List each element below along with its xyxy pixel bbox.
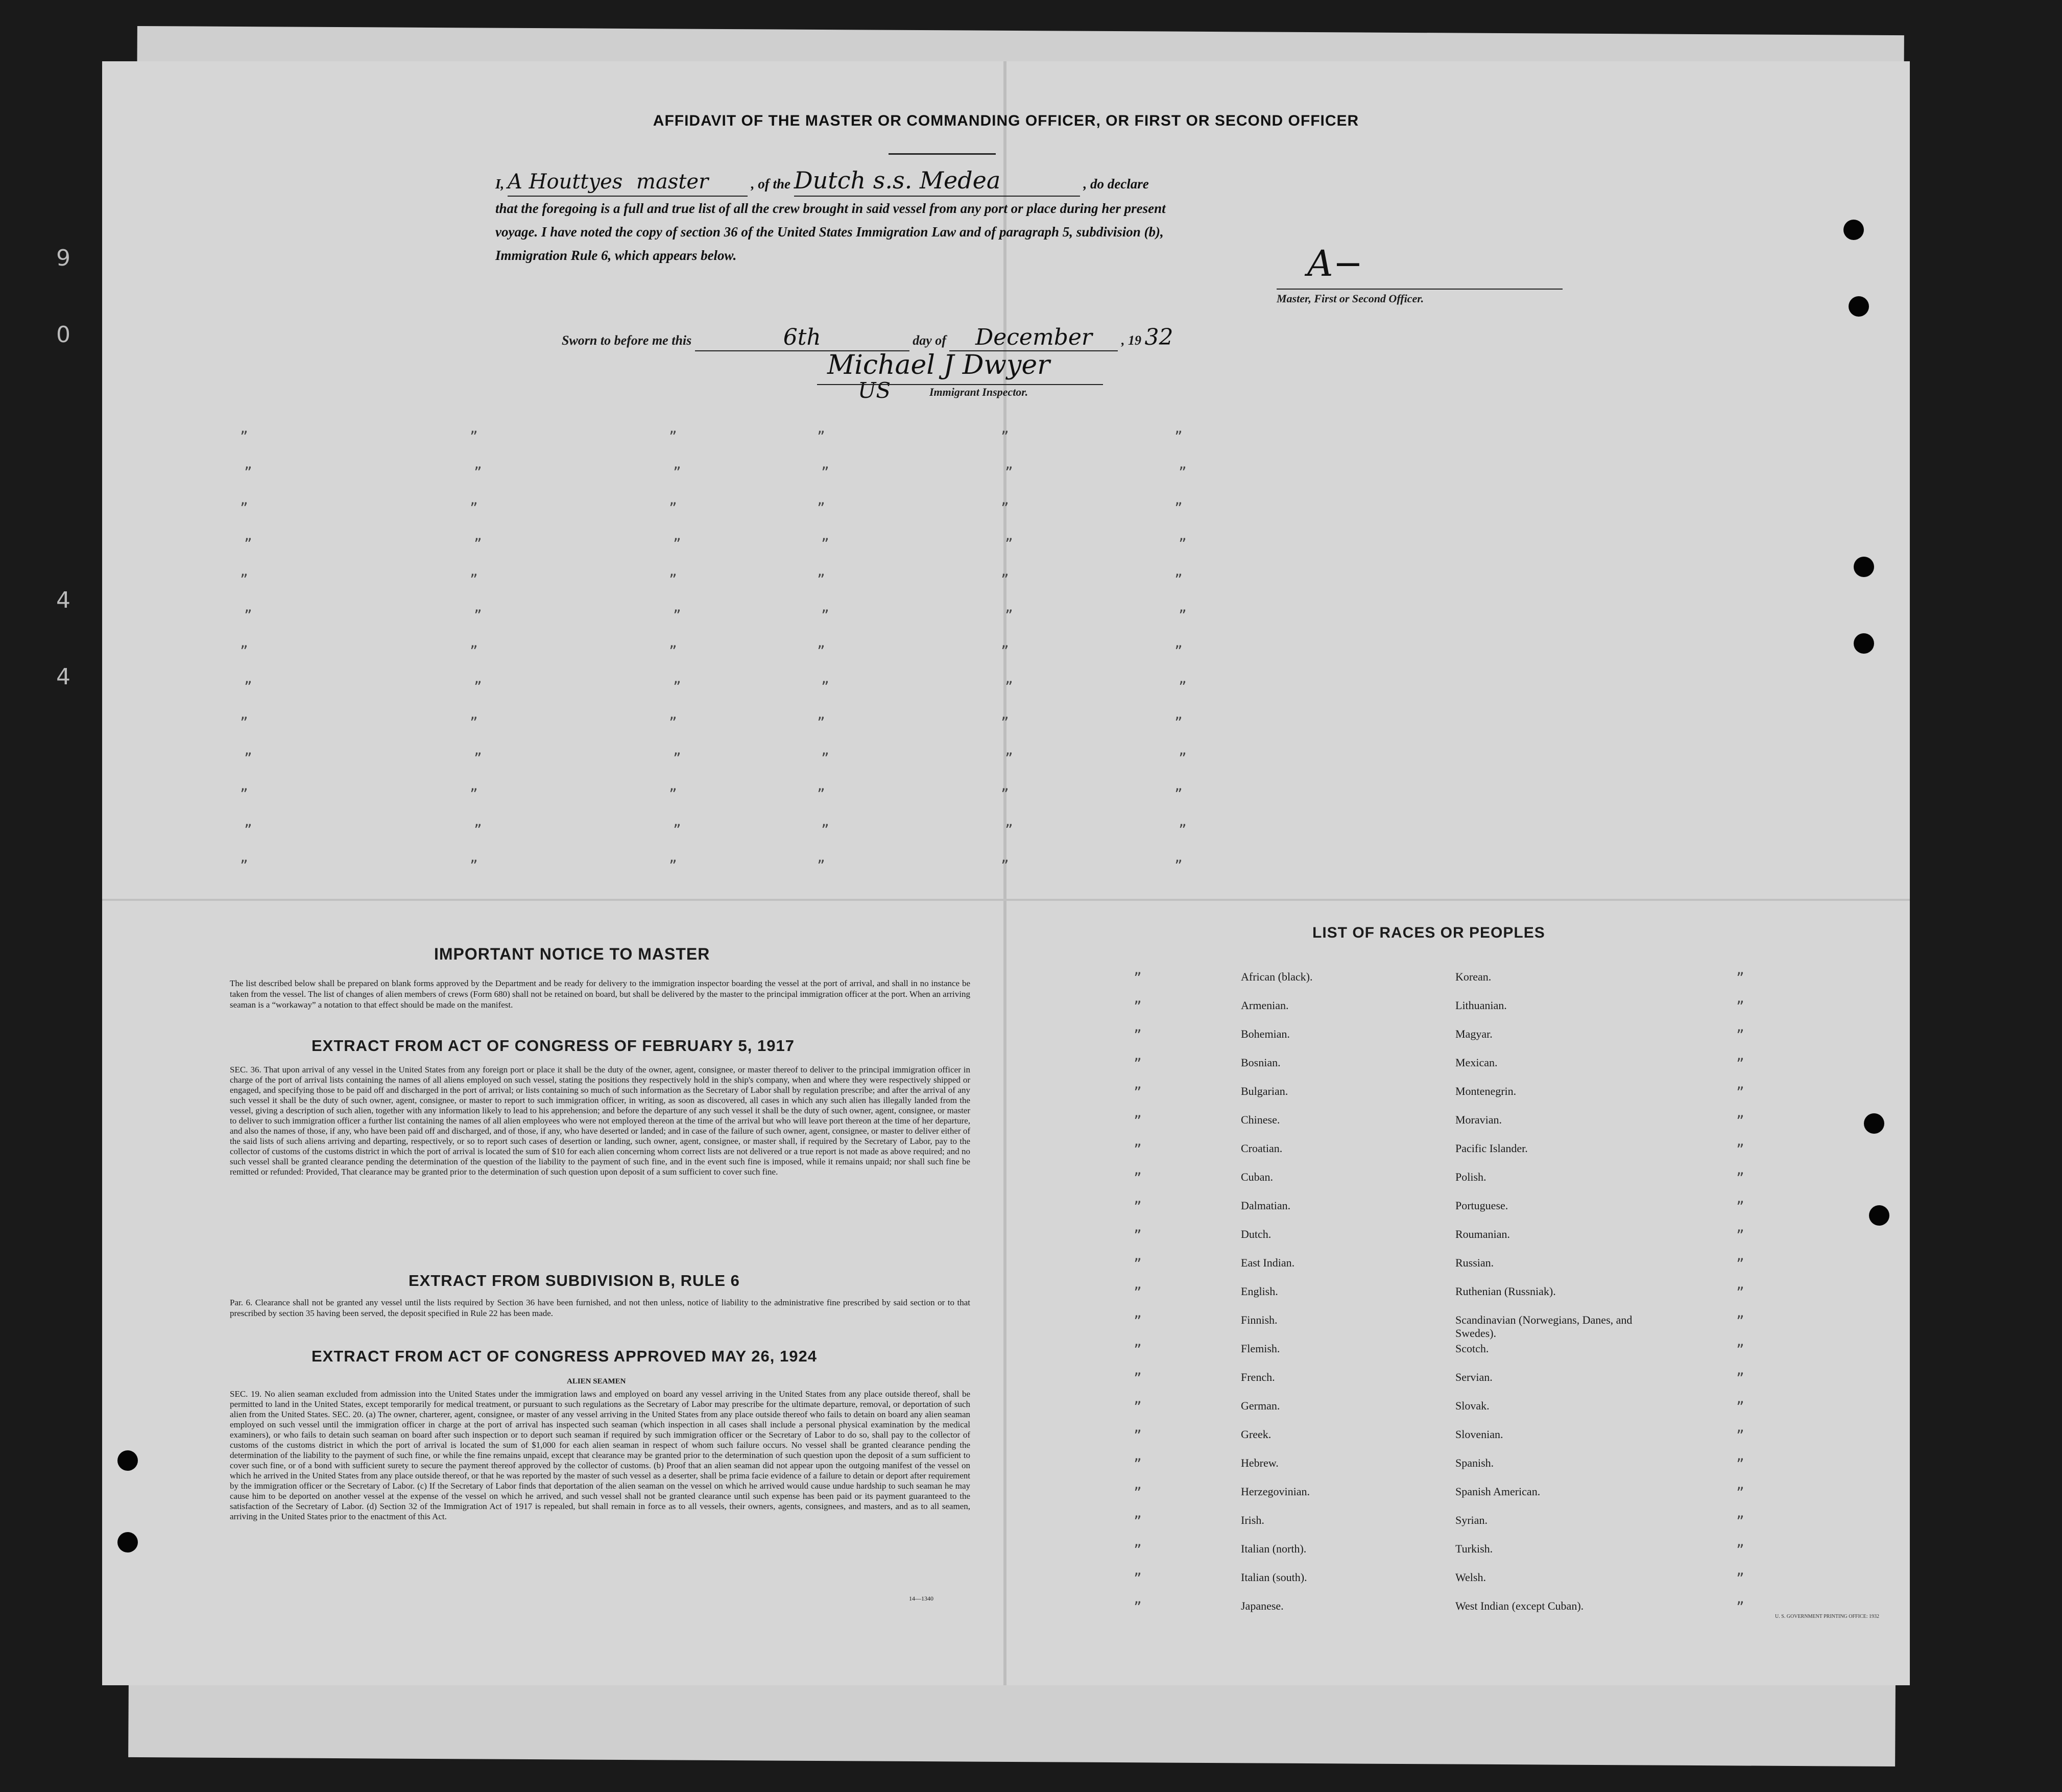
ditto-mark: ” — [1736, 1514, 1744, 1529]
ditto-mark: ” — [1001, 500, 1009, 516]
ditto-mark: ” — [240, 429, 248, 444]
year-handwritten: 32 — [1144, 324, 1173, 350]
extract-rule6-text: Par. 6. Clearance shall not be granted any vessel until the lists required by Section 36 have been furnished, and not then unless, notice of liability to the administrative fine prescribed by said section or to that prescribed by section 35 having been served, the deposit specified in Rule 22 has been made. — [230, 1298, 970, 1318]
race-item: African (black). — [1241, 970, 1313, 983]
race-item: Italian (south). — [1241, 1571, 1307, 1584]
ditto-mark: ” — [474, 465, 482, 480]
race-item: Dutch. — [1241, 1228, 1272, 1240]
extract-1917-text: SEC. 36. That upon arrival of any vessel in the United States from any foreign port or place it shall be the duty of the owner, agent, consignee, or master thereof to deliver to the principal immigration officer in charge of the port of arrival lists containing the names of all aliens employed on such vessel, stating the positions they respectively hold in the ship's company, when and where they were respectively shipped or engaged, and specifying those to be paid off and discharged in the port of arrival; or lists containing so much of such information as the Secretary of Labor shall by regulation prescribe; and after the arrival of any such vessel it shall be the duty of such owner, agent, consignee, or master to report to such immigration officer, in writing, as soon as discovered, all cases in which any such alien has illegally landed from the vessel, giving a description of such alien, together with any information likely to lead to his apprehension; and before the departure of any such vessel it shall be the duty of such owner, agent, consignee, or master to deliver to such immigration officer a further list containing the names of all alien employees who were not employed thereon at the time of the arrival but who will leave port thereon at the time of her departure, and also the names of those, if any, who have been paid off and discharged, and of those, if any, who have deserted or landed; and in case of the failure of such owner, agent, consignee, or master to deliver either of the said lists of such aliens arriving and departing, respectively, or so to report such cases of desertion or landing, such owner, agent, consignee, or master shall, if required by the Secretary of Labor, pay to the collector of customs of the customs district in which the port of arrival is located the sum of $10 for each alien concerning whom correct lists are not delivered or a true report is not made as above required; and no such vessel shall be granted clearance pending the determination of the question of the liability to the payment of such fine, and in the event such fine is imposed, while it remains unpaid; nor shall such fine be remitted or refunded: Provided, That clearance may be granted prior to the determination of such question upon deposit of a sum sufficient to cover such fine. — [230, 1065, 970, 1177]
form-number: 14—1340 — [909, 1595, 933, 1602]
margin-mark: 4 — [56, 587, 70, 613]
binder-hole — [1849, 296, 1869, 317]
race-item: Magyar. — [1455, 1028, 1493, 1040]
race-item: Slovak. — [1455, 1399, 1490, 1412]
ditto-mark: ” — [1005, 679, 1013, 695]
ditto-mark: ” — [1001, 715, 1009, 730]
ditto-mark: ” — [673, 679, 681, 695]
ditto-mark: ” — [673, 465, 681, 480]
ditto-mark: ” — [1179, 536, 1187, 552]
affidavit-title: AFFIDAVIT OF THE MASTER OR COMMANDING OFFICER, OR FIRST OR SECOND OFFICER — [653, 112, 1359, 129]
day-of-text: day of — [913, 333, 946, 348]
signature-line — [1277, 289, 1563, 290]
ditto-mark: ” — [1005, 465, 1013, 480]
ditto-mark: ” — [1736, 1599, 1744, 1615]
affidavit-line-1 — [495, 166, 1619, 197]
affidavit-i: I, — [495, 176, 505, 192]
affidavit-body — [495, 166, 1619, 267]
extract-rule6-title: EXTRACT FROM SUBDIVISION B, RULE 6 — [409, 1272, 740, 1289]
master-name-handwritten: A Houttyes — [508, 170, 623, 194]
ditto-mark: ” — [474, 679, 482, 695]
binder-hole — [117, 1532, 138, 1552]
notice-title: IMPORTANT NOTICE TO MASTER — [434, 945, 710, 963]
ditto-mark: ” — [1134, 1028, 1142, 1043]
ditto-mark: ” — [1134, 999, 1142, 1014]
race-item: Finnish. — [1241, 1313, 1278, 1326]
ditto-mark: ” — [669, 500, 677, 516]
ditto-mark: ” — [1134, 1542, 1142, 1558]
race-item: Syrian. — [1455, 1514, 1488, 1526]
race-item: Montenegrin. — [1455, 1085, 1517, 1097]
ditto-mark: ” — [817, 429, 825, 444]
race-item: Greek. — [1241, 1428, 1272, 1441]
vessel-field — [794, 166, 1080, 197]
race-item: West Indian (except Cuban). — [1455, 1599, 1584, 1612]
affidavit-line-3: voyage. I have noted the copy of section 36 of the United States Immigration Law and of paragraph 5, subdivision (b), — [495, 224, 1164, 240]
day-handwritten: 6th — [783, 324, 821, 350]
inspector-label: Immigrant Inspector. — [929, 386, 1028, 398]
ditto-mark: ” — [244, 465, 252, 480]
ditto-mark: ” — [244, 679, 252, 695]
ditto-mark: ” — [240, 858, 248, 873]
ditto-mark: ” — [1134, 1085, 1142, 1100]
race-item: Welsh. — [1455, 1571, 1486, 1584]
ditto-mark: ” — [1736, 1485, 1744, 1500]
ditto-mark: ” — [1736, 1085, 1744, 1100]
ditto-mark: ” — [1134, 1313, 1142, 1329]
race-item: Ruthenian (Russniak). — [1455, 1285, 1556, 1298]
ditto-mark: ” — [1174, 500, 1183, 516]
horizontal-fold-line — [102, 899, 1910, 901]
margin-mark: 0 — [56, 322, 70, 348]
ditto-mark: ” — [1134, 1199, 1142, 1214]
ditto-mark: ” — [470, 786, 478, 802]
ditto-mark: ” — [470, 572, 478, 587]
ditto-mark: ” — [1736, 1199, 1744, 1214]
race-item: French. — [1241, 1371, 1275, 1383]
sworn-text: Sworn to before me this — [562, 333, 692, 348]
ditto-mark: ” — [1179, 608, 1187, 623]
rank-handwritten: master — [636, 170, 709, 194]
ditto-mark: ” — [1736, 970, 1744, 986]
ditto-mark: ” — [1134, 1113, 1142, 1129]
race-item: East Indian. — [1241, 1256, 1295, 1269]
ditto-mark: ” — [1134, 1256, 1142, 1272]
ditto-mark: ” — [1134, 1228, 1142, 1243]
inspector-signature: Michael J Dwyer — [827, 350, 1050, 380]
binder-hole — [1854, 557, 1874, 577]
race-item: Turkish. — [1455, 1542, 1493, 1555]
ditto-mark: ” — [1174, 572, 1183, 587]
ditto-mark: ” — [1179, 465, 1187, 480]
race-item: Scandinavian (Norwegians, Danes, and Swedes). — [1455, 1313, 1633, 1340]
ditto-mark: ” — [1134, 1142, 1142, 1157]
race-item: Scotch. — [1455, 1342, 1489, 1355]
ditto-mark: ” — [1736, 1342, 1744, 1357]
race-item: Hebrew. — [1241, 1456, 1279, 1469]
ditto-mark: ” — [1134, 1456, 1142, 1472]
binder-hole — [1843, 220, 1864, 240]
inspector-initials: US — [858, 378, 891, 403]
ditto-mark: ” — [669, 786, 677, 802]
ditto-mark: ” — [1174, 715, 1183, 730]
ditto-mark: ” — [817, 572, 825, 587]
extract-1917-title: EXTRACT FROM ACT OF CONGRESS OF FEBRUARY 5, 1917 — [311, 1037, 795, 1055]
race-item: Cuban. — [1241, 1170, 1273, 1183]
vertical-fold-line — [1003, 61, 1006, 1685]
ditto-mark: ” — [1736, 1285, 1744, 1300]
race-item: Spanish American. — [1455, 1485, 1541, 1498]
sworn-line — [562, 324, 1173, 351]
ditto-mark: ” — [673, 751, 681, 766]
races-title: LIST OF RACES OR PEOPLES — [1312, 924, 1545, 941]
ditto-mark: ” — [1134, 1428, 1142, 1443]
ditto-mark: ” — [474, 751, 482, 766]
ditto-mark: ” — [817, 500, 825, 516]
ditto-mark: ” — [470, 858, 478, 873]
ditto-mark: ” — [1001, 786, 1009, 802]
ditto-mark: ” — [673, 536, 681, 552]
ditto-mark: ” — [817, 715, 825, 730]
race-item: Russian. — [1455, 1256, 1494, 1269]
race-item: English. — [1241, 1285, 1278, 1298]
affidavit-line-4: Immigration Rule 6, which appears below. — [495, 248, 737, 263]
signature-label: Master, First or Second Officer. — [1277, 292, 1424, 305]
race-item: Portuguese. — [1455, 1199, 1508, 1212]
race-item: Bohemian. — [1241, 1028, 1290, 1040]
margin-mark: 4 — [56, 664, 70, 690]
race-item: Pacific Islander. — [1455, 1142, 1528, 1155]
ditto-mark: ” — [673, 822, 681, 838]
ditto-mark: ” — [669, 643, 677, 659]
ditto-mark: ” — [1736, 1313, 1744, 1329]
ditto-mark: ” — [1001, 643, 1009, 659]
ditto-mark: ” — [240, 715, 248, 730]
ditto-mark: ” — [1736, 1571, 1744, 1586]
margin-mark: 9 — [56, 245, 70, 271]
ditto-mark: ” — [1005, 822, 1013, 838]
race-item: Bosnian. — [1241, 1056, 1281, 1069]
ditto-mark: ” — [1134, 1342, 1142, 1357]
ditto-mark: ” — [821, 822, 829, 838]
ditto-mark: ” — [1179, 822, 1187, 838]
ditto-mark: ” — [1736, 1456, 1744, 1472]
ditto-mark: ” — [817, 786, 825, 802]
printer-note: U. S. GOVERNMENT PRINTING OFFICE: 1932 — [1775, 1614, 1879, 1619]
ditto-mark: ” — [474, 536, 482, 552]
affidavit-line-2: that the foregoing is a full and true list of all the crew brought in said vessel from any port or place during her present — [495, 201, 1166, 216]
ditto-mark: ” — [470, 715, 478, 730]
ditto-mark: ” — [1134, 1599, 1142, 1615]
ditto-mark: ” — [817, 643, 825, 659]
ditto-mark: ” — [821, 608, 829, 623]
ditto-mark: ” — [1736, 1399, 1744, 1415]
day-field — [695, 324, 909, 351]
ditto-mark: ” — [1736, 1256, 1744, 1272]
race-item: Mexican. — [1455, 1056, 1498, 1069]
race-item: Korean. — [1455, 970, 1492, 983]
race-item: Flemish. — [1241, 1342, 1280, 1355]
year-prefix: , 19 — [1121, 333, 1141, 348]
ditto-mark: ” — [1134, 970, 1142, 986]
race-item: Servian. — [1455, 1371, 1493, 1383]
ditto-mark: ” — [1179, 751, 1187, 766]
ditto-mark: ” — [821, 679, 829, 695]
inspector-line — [817, 384, 1103, 385]
ditto-mark: ” — [817, 858, 825, 873]
race-item: Croatian. — [1241, 1142, 1283, 1155]
ditto-mark: ” — [1736, 1056, 1744, 1071]
ditto-mark: ” — [240, 786, 248, 802]
ditto-mark: ” — [240, 500, 248, 516]
binder-hole — [1864, 1113, 1884, 1134]
ditto-mark: ” — [1134, 1485, 1142, 1500]
ditto-mark: ” — [1736, 1142, 1744, 1157]
notice-text: The list described below shall be prepared on blank forms approved by the Department and be ready for delivery to the immigration inspector boarding the vessel at the port of arrival, and shall in no instance be taken from the vessel. The list of changes of alien members of crews (Form 680) shall not be retained on board, but shall be delivered by the master to the principal immigration officer at the port. When an arriving seaman is a “workaway” a notation to that effect should be made on the manifest. — [230, 978, 970, 1010]
ditto-mark: ” — [244, 751, 252, 766]
ditto-mark: ” — [673, 608, 681, 623]
race-item: Spanish. — [1455, 1456, 1494, 1469]
title-rule — [889, 153, 996, 155]
ditto-mark: ” — [470, 429, 478, 444]
race-item: Irish. — [1241, 1514, 1264, 1526]
race-item: Lithuanian. — [1455, 999, 1507, 1012]
ditto-mark: ” — [669, 572, 677, 587]
race-item: German. — [1241, 1399, 1280, 1412]
ditto-mark: ” — [1134, 1170, 1142, 1186]
race-item: Roumanian. — [1455, 1228, 1510, 1240]
ditto-mark: ” — [470, 500, 478, 516]
ditto-mark: ” — [1134, 1399, 1142, 1415]
ditto-mark: ” — [1001, 429, 1009, 444]
ditto-mark: ” — [1174, 643, 1183, 659]
ditto-mark: ” — [821, 465, 829, 480]
ditto-mark: ” — [1134, 1056, 1142, 1071]
extract-1924-title: EXTRACT FROM ACT OF CONGRESS APPROVED MAY 26, 1924 — [311, 1347, 817, 1365]
ditto-mark: ” — [244, 536, 252, 552]
ditto-mark: ” — [1005, 751, 1013, 766]
ditto-mark: ” — [1134, 1514, 1142, 1529]
race-item: Chinese. — [1241, 1113, 1280, 1126]
ditto-mark: ” — [240, 572, 248, 587]
alien-seamen-subtitle: ALIEN SEAMEN — [567, 1377, 626, 1385]
ditto-mark: ” — [470, 643, 478, 659]
ditto-mark: ” — [244, 608, 252, 623]
month-field — [949, 324, 1118, 351]
document-page — [102, 61, 1910, 1685]
master-signature: A− — [1307, 243, 1363, 284]
vessel-handwritten: Dutch s.s. Medea — [794, 166, 1001, 194]
ditto-mark: ” — [1736, 1542, 1744, 1558]
race-item: Japanese. — [1241, 1599, 1284, 1612]
ditto-mark: ” — [1174, 858, 1183, 873]
race-item: Italian (north). — [1241, 1542, 1307, 1555]
race-item: Dalmatian. — [1241, 1199, 1291, 1212]
ditto-mark: ” — [1001, 858, 1009, 873]
race-item: Polish. — [1455, 1170, 1486, 1183]
ditto-mark: ” — [474, 822, 482, 838]
ditto-mark: ” — [1001, 572, 1009, 587]
month-handwritten: December — [975, 324, 1092, 350]
ditto-mark: ” — [1736, 1028, 1744, 1043]
binder-hole — [1869, 1205, 1889, 1226]
race-item: Bulgarian. — [1241, 1085, 1288, 1097]
ditto-mark: ” — [1134, 1285, 1142, 1300]
race-item: Moravian. — [1455, 1113, 1502, 1126]
ditto-mark: ” — [1134, 1571, 1142, 1586]
ditto-mark: ” — [669, 429, 677, 444]
ditto-mark: ” — [669, 858, 677, 873]
binder-hole — [117, 1450, 138, 1471]
ditto-mark: ” — [1736, 1228, 1744, 1243]
ditto-mark: ” — [1174, 429, 1183, 444]
ditto-mark: ” — [1736, 1113, 1744, 1129]
binder-hole — [1854, 633, 1874, 654]
ditto-mark: ” — [240, 643, 248, 659]
race-item: Armenian. — [1241, 999, 1289, 1012]
ditto-mark: ” — [669, 715, 677, 730]
ditto-mark: ” — [1005, 536, 1013, 552]
ditto-mark: ” — [821, 751, 829, 766]
ditto-mark: ” — [1736, 1428, 1744, 1443]
ditto-mark: ” — [474, 608, 482, 623]
ditto-mark: ” — [1134, 1371, 1142, 1386]
race-item: Herzegovinian. — [1241, 1485, 1310, 1498]
ditto-mark: ” — [1179, 679, 1187, 695]
ditto-mark: ” — [1736, 999, 1744, 1014]
affidavit-of-the: , of the — [751, 176, 791, 192]
ditto-mark: ” — [1736, 1371, 1744, 1386]
ditto-mark: ” — [821, 536, 829, 552]
affidavit-do-declare: , do declare — [1083, 176, 1149, 192]
ditto-mark: ” — [244, 822, 252, 838]
master-name-field — [508, 170, 748, 197]
ditto-mark: ” — [1736, 1170, 1744, 1186]
ditto-mark: ” — [1005, 608, 1013, 623]
extract-1924-text: SEC. 19. No alien seaman excluded from admission into the United States under the immigration laws and employed on board any vessel arriving in the United States from any place outside thereof, shall be permitted to land in the United States, except temporarily for medical treatment, or pursuant to such regulations as the Secretary of Labor may prescribe for the ultimate departure, removal, or deportation of such alien from the United States. SEC. 20. (a) The owner, charterer, agent, consignee, or master of any vessel arriving in the United States from any place outside thereof who fails to detain on board any alien seaman employed on such vessel until the immigration officer in charge at the port of arrival has inspected such seaman (which inspection in all cases shall include a personal physical examination by the medical examiners), or who fails to detain such seaman on board after such inspection or to deport such seaman if required by such immigration officer or the Secretary of Labor to do so, shall pay to the collector of customs of the customs district in which the port of arrival is located the sum of $1,000 for each alien seaman in respect of whom such failure occurs. No vessel shall be granted clearance pending the determination of the liability to the payment of such fine, or while the fine remains unpaid, except that clearance may be granted prior to the determination of such question upon the deposit of a sum sufficient to cover such fine, or of a bond with sufficient surety to secure the payment thereof approved by the collector of customs. (b) Proof that an alien seaman did not appear upon the outgoing manifest of the vessel on which he arrived in the United States from any place outside thereof, or that he was reported by the master of such vessel as a deserter, shall be prima facie evidence of a failure to detain or deport after requirement by the immigration officer or the Secretary of Labor. (c) If the Secretary of Labor finds that deportation of the alien seaman on the vessel on which he arrived would cause undue hardship to such seaman he may cause him to be deported on another vessel at the expense of the vessel on which he arrived, and such vessel shall not be granted clearance until such expense has been paid or its payment guaranteed to the satisfaction of the Secretary of Labor. (d) Section 32 of the Immigration Act of 1917 is repealed, but shall remain in force as to all vessels, their owners, agents, consignees, and masters, and as to all seamen, arriving in the United States prior to the enactment of this Act. — [230, 1389, 970, 1521]
race-item: Slovenian. — [1455, 1428, 1503, 1441]
ditto-mark: ” — [1174, 786, 1183, 802]
